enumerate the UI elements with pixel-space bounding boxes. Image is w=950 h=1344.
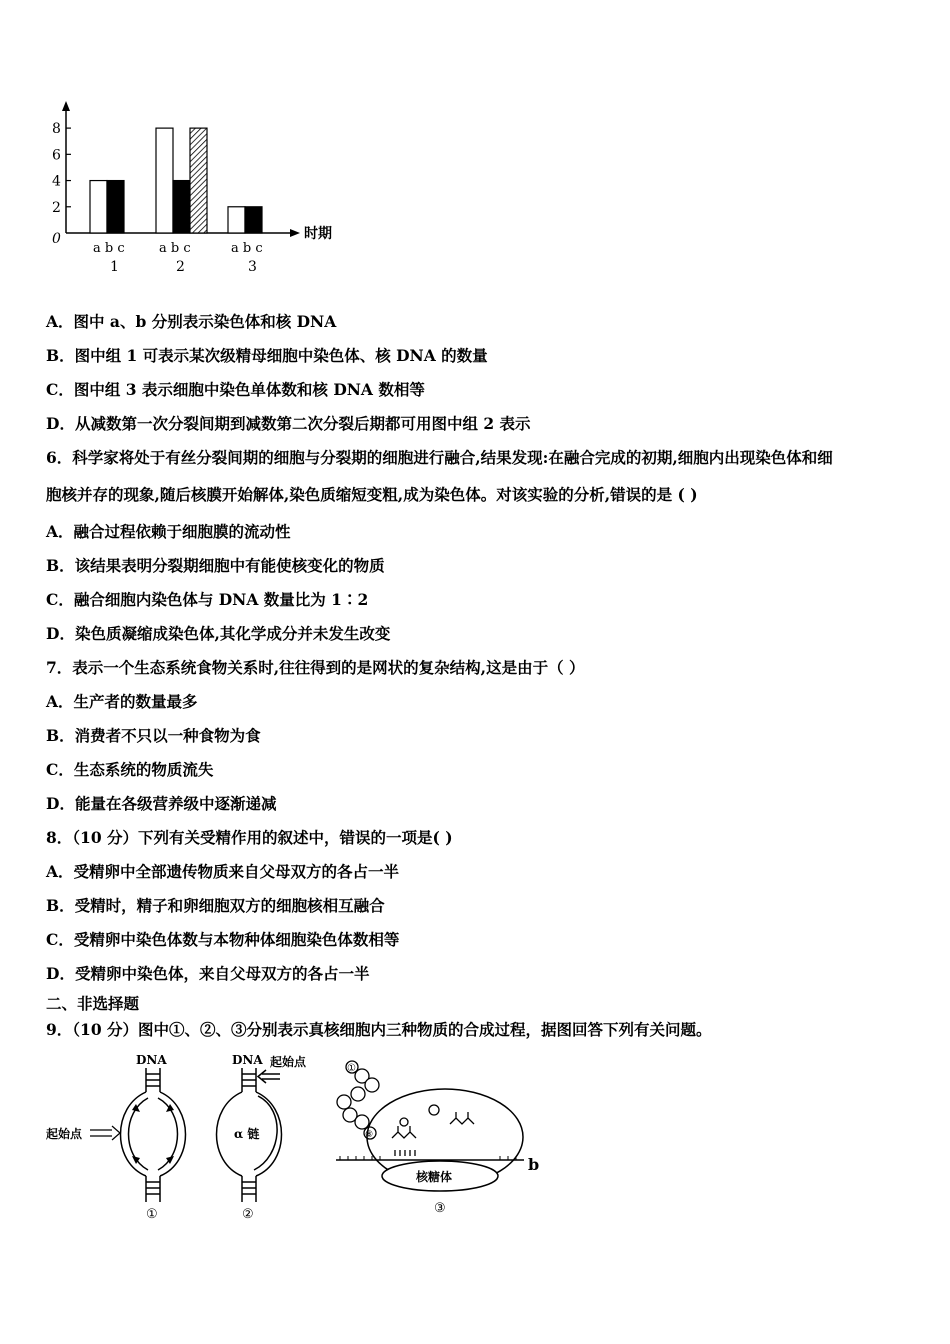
y-axis-arrow: [62, 101, 70, 111]
q8-option-a: A．受精卵中全部遗传物质来自父母双方的各占一半: [46, 862, 400, 881]
replication-diagram: [46, 1053, 186, 1222]
bar-group3-a: [228, 207, 245, 233]
bar-chart: [30, 95, 360, 280]
q6-stem-line2: 胞核并存的现象,随后核膜开始解体,染色质缩短变粗,成为染色体。对该实验的分析,错误的是 ( ): [46, 485, 698, 504]
dna-label-2: DNA: [232, 1053, 263, 1067]
bar-sub-labels: a b c: [231, 241, 263, 256]
dna-label-1: DNA: [136, 1053, 167, 1067]
bar-group1-a: [90, 181, 107, 233]
y-tick-label: 6: [52, 147, 61, 164]
x-axis-label: 时期: [304, 226, 332, 242]
chain-number-8-label: ⑧: [365, 1130, 374, 1140]
arrow-b-label: b: [528, 1155, 540, 1174]
q6-stem-line1: 6．科学家将处于有丝分裂间期的细胞与分裂期的细胞进行融合,结果发现:在融合完成的初期,细胞内出现染色体和细: [46, 448, 833, 467]
q6-option-a: A．融合过程依赖于细胞膜的流动性: [46, 522, 291, 541]
transcription-diagram: [217, 1053, 308, 1222]
bar-group1-b: [107, 181, 124, 233]
y-tick-label: 4: [52, 173, 61, 190]
q8-option-b: B．受精时，精子和卵细胞双方的细胞核相互融合: [46, 896, 385, 915]
start-label-2: 起始点: [270, 1055, 307, 1069]
ribosome-label: 核糖体: [416, 1170, 453, 1184]
x-axis-arrow: [290, 229, 300, 237]
q6-option-c: C．融合细胞内染色体与 DNA 数量比为 1∶2: [46, 590, 369, 609]
origin-label: 0: [52, 231, 61, 247]
translation-diagram: [336, 1061, 539, 1216]
bar-group2-a: [156, 128, 173, 233]
bar-group2-b: [173, 181, 190, 233]
category-label: 2: [176, 259, 185, 275]
q9-stem: 9．（10 分）图中①、②、③分别表示真核细胞内三种物质的合成过程，据图回答下列有关问题。: [46, 1020, 712, 1039]
diagram-number-2: ②: [242, 1207, 254, 1222]
diagram-number-3: ③: [434, 1201, 446, 1216]
q8-stem: 8．（10 分）下列有关受精作用的叙述中，错误的一项是( ): [46, 828, 453, 847]
y-tick-label: 2: [52, 199, 61, 216]
diagram-number-1: ①: [146, 1207, 158, 1222]
q6-option-b: B．该结果表明分裂期细胞中有能使核变化的物质: [46, 556, 385, 575]
category-label: 3: [248, 259, 257, 275]
q7-option-b: B．消费者不只以一种食物为食: [46, 726, 261, 745]
section-heading: 二、非选择题: [46, 994, 140, 1013]
q8-option-c: C．受精卵中染色体数与本物种体细胞染色体数相等: [46, 930, 400, 949]
q7-option-a: A．生产者的数量最多: [46, 692, 198, 711]
category-label: 1: [110, 259, 119, 275]
start-label-1: 起始点: [46, 1127, 83, 1141]
q5-option-a: A．图中 a、b 分别表示染色体和核 DNA: [46, 312, 337, 331]
q8-option-d: D．受精卵中染色体，来自父母双方的各占一半: [46, 964, 370, 983]
q5-option-d: D．从减数第一次分裂间期到减数第二次分裂后期都可用图中组 2 表示: [46, 414, 531, 433]
q6-option-d: D．染色质凝缩成染色体,其化学成分并未发生改变: [46, 624, 391, 643]
bar-group2-c: [190, 128, 207, 233]
bar-sub-labels: a b c: [159, 241, 191, 256]
chain-number-label: ①: [347, 1063, 356, 1074]
bar-group3-b: [245, 207, 262, 233]
q7-stem: 7．表示一个生态系统食物关系时,往往得到的是网状的复杂结构,这是由于（ ）: [46, 658, 585, 677]
synthesis-diagram: [40, 1052, 560, 1222]
q7-option-d: D．能量在各级营养级中逐渐递减: [46, 794, 277, 813]
y-tick-label: 8: [52, 121, 61, 138]
bar-sub-labels: a b c: [93, 241, 125, 256]
q5-option-b: B．图中组 1 可表示某次级精母细胞中染色体、核 DNA 的数量: [46, 346, 488, 365]
q7-option-c: C．生态系统的物质流失: [46, 760, 214, 779]
q5-option-c: C．图中组 3 表示细胞中染色单体数和核 DNA 数相等: [46, 380, 425, 399]
alpha-chain-label: α 链: [234, 1127, 260, 1141]
